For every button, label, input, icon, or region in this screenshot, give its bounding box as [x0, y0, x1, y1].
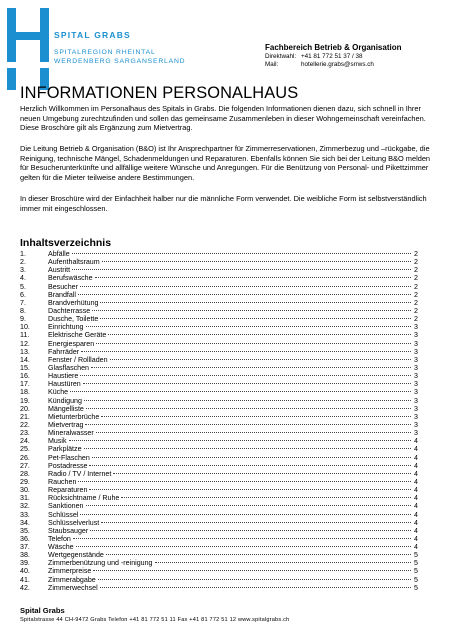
toc-entry-leader — [72, 269, 411, 270]
footer — [20, 606, 289, 624]
toc-entry[interactable] — [20, 535, 418, 543]
toc-entry-leader — [80, 514, 411, 515]
toc-entry-label: Berufswäsche — [48, 274, 93, 283]
toc-entry[interactable] — [20, 454, 418, 462]
intro-paragraph-2: Die Leitung Betrieb & Organisation (B&O) ist Ihr Ansprechpartner für Zimmerreservationen, Zimmerbezug und –rückgabe, die Reinigung, technische Mängel, Schadenmeldungen und Reparaturen. Ebenfalls können Sie sich bei der Leitung B&O melden für Besucherunterkünfte und allfällige weitere Wünsche und Anregungen. Für die Benützung von Personal- und Pikettzimmer gelten für die Mieter teilweise andere Bestimmungen. — [20, 144, 431, 182]
toc-entry-page: 3 — [414, 363, 418, 372]
toc-entry-label: Reparaturen — [48, 486, 88, 495]
toc-entry-page: 2 — [414, 274, 418, 283]
toc-entry[interactable] — [20, 429, 418, 437]
toc-entry-leader — [72, 253, 411, 254]
toc-entry-leader — [102, 261, 411, 262]
toc-entry[interactable] — [20, 519, 418, 527]
toc-entry-number: 17. — [20, 380, 30, 389]
toc-entry-label: Brandverhütung — [48, 298, 99, 307]
toc-entry-number: 23. — [20, 429, 30, 438]
toc-entry[interactable] — [20, 331, 418, 339]
footer-address: Spitalstrasse 44 CH-9472 Grabs Telefon +41 81 772 51 11 Fax +41 81 772 51 12 www.spitalgrabs.ch — [20, 617, 290, 623]
toc-entry-label: Rücksichtname / Ruhe — [48, 494, 120, 503]
toc-entry-number: 40. — [20, 567, 30, 576]
toc-entry-label: Rauchen — [48, 477, 77, 486]
toc-entry-label: Sanktionen — [48, 502, 84, 511]
toc-entry-number: 39. — [20, 559, 30, 568]
toc-entry-label: Glasflaschen — [48, 363, 90, 372]
toc-entry-number: 6. — [20, 290, 26, 299]
toc-entry-page: 3 — [414, 339, 418, 348]
toc-entry-label: Elektrische Geräte — [48, 331, 107, 340]
toc-entry-leader — [89, 465, 411, 466]
toc-entry-number: 31. — [20, 494, 30, 503]
toc-entry-number: 36. — [20, 534, 30, 543]
toc-entry[interactable] — [20, 494, 418, 502]
toc-entry-page: 4 — [414, 543, 418, 552]
toc-entry-leader — [80, 286, 411, 287]
toc-entry-number: 15. — [20, 363, 30, 372]
toc-entry-leader — [86, 326, 412, 327]
toc-entry-label: Wäsche — [48, 543, 74, 552]
mail-value: hotellerie.grabs@srrws.ch — [301, 61, 374, 68]
toc-entry-number: 35. — [20, 526, 30, 535]
toc-entry-number: 41. — [20, 575, 30, 584]
org-region: SPITALREGION RHEINTAL — [54, 49, 156, 56]
toc-entry-page: 3 — [414, 388, 418, 397]
toc-entry-page: 5 — [414, 567, 418, 576]
toc-entry[interactable] — [20, 511, 418, 519]
toc-entry-leader — [73, 538, 411, 539]
toc-entry-page: 3 — [414, 380, 418, 389]
toc-entry-label: Schlüssel — [48, 510, 79, 519]
toc-entry-label: Einrichtung — [48, 323, 84, 332]
toc-entry-leader — [92, 310, 411, 311]
toc-entry-label: Mineralwasser — [48, 429, 94, 438]
toc-entry-page: 4 — [414, 534, 418, 543]
toc-entry-page: 2 — [414, 306, 418, 315]
toc-entry-page: 4 — [414, 445, 418, 454]
toc-entry[interactable] — [20, 315, 418, 323]
toc-entry-page: 4 — [414, 477, 418, 486]
toc-entry-leader — [81, 351, 411, 352]
direct-dial-value: +41 81 772 51 37 / 38 — [301, 53, 363, 60]
toc-entry-leader — [100, 302, 411, 303]
toc-entry-label: Staubsauger — [48, 526, 89, 535]
toc-entry-leader — [98, 579, 411, 580]
toc-entry-number: 21. — [20, 412, 30, 421]
toc-entry-label: Telefon — [48, 534, 71, 543]
toc-entry-page: 2 — [414, 282, 418, 291]
toc-entry-number: 33. — [20, 510, 30, 519]
toc-entry-label: Dusche, Toilette — [48, 315, 99, 324]
toc-entry-leader — [78, 481, 411, 482]
department-title: Fachbereich Betrieb & Organisation — [265, 43, 402, 52]
toc-entry-label: Wertgegenstände — [48, 551, 104, 560]
toc-entry-number: 38. — [20, 551, 30, 560]
toc-entry[interactable] — [20, 348, 418, 356]
page-title: INFORMATIONEN PERSONALHAUS — [20, 84, 299, 102]
toc-entry-leader — [85, 424, 411, 425]
toc-entry-leader — [121, 497, 411, 498]
toc-entry[interactable] — [20, 364, 418, 372]
toc-entry-leader — [100, 587, 411, 588]
toc-entry-label: Dachterrasse — [48, 306, 91, 315]
toc-entry[interactable] — [20, 405, 418, 413]
toc-entry-label: Radio / TV / Internet — [48, 469, 112, 478]
toc-entry-label: Haustiere — [48, 372, 79, 381]
toc-entry[interactable] — [20, 397, 418, 405]
toc-entry-label: Pet-Flaschen — [48, 453, 90, 462]
toc-entry-number: 11. — [20, 331, 30, 340]
toc-entry[interactable] — [20, 266, 418, 274]
toc-entry-label: Postadresse — [48, 461, 88, 470]
toc-entry-leader — [96, 343, 411, 344]
toc-entry-page: 2 — [414, 298, 418, 307]
toc-entry[interactable] — [20, 283, 418, 291]
toc-entry-label: Zimmerwechsel — [48, 583, 98, 592]
toc-entry-page: 3 — [414, 372, 418, 381]
mail-label: Mail: — [265, 61, 279, 68]
toc-entry-number: 26. — [20, 453, 30, 462]
toc-entry-page: 3 — [414, 331, 418, 340]
toc-entry-page: 4 — [414, 510, 418, 519]
toc-entry-page: 2 — [414, 250, 418, 258]
toc-entry-number: 18. — [20, 388, 30, 397]
org-region-2: WERDENBERG SARGANSERLAND — [54, 57, 186, 65]
toc-entry-number: 8. — [20, 306, 26, 315]
toc-entry[interactable] — [20, 584, 418, 592]
toc-entry[interactable] — [20, 388, 418, 396]
toc-entry-page: 2 — [414, 290, 418, 299]
toc-entry[interactable] — [20, 559, 418, 567]
toc-entry-number: 19. — [20, 396, 30, 405]
direct-dial-label: Direktwahl: — [265, 53, 297, 60]
org-name: SPITAL GRABS — [54, 30, 131, 40]
toc-entry-page: 5 — [414, 575, 418, 584]
toc-entry[interactable] — [20, 307, 418, 315]
direct-dial-row — [265, 53, 401, 61]
toc-entry[interactable] — [20, 274, 418, 282]
toc-entry-page: 5 — [414, 583, 418, 592]
toc-entry[interactable] — [20, 527, 418, 535]
toc-entry-label: Zimmerbenützung und -reinigung — [48, 559, 153, 568]
toc-entry-number: 2. — [20, 258, 26, 267]
toc-entry-page: 4 — [414, 469, 418, 478]
toc-entry[interactable] — [20, 323, 418, 331]
toc-entry-page: 3 — [414, 355, 418, 364]
toc-entry-leader — [70, 391, 411, 392]
toc-entry-label: Schlüsselverlust — [48, 518, 100, 527]
toc-entry-number: 24. — [20, 437, 30, 446]
toc-entry-leader — [76, 546, 411, 547]
toc-entry-page: 3 — [414, 323, 418, 332]
toc-entry[interactable] — [20, 478, 418, 486]
toc-entry-leader — [86, 505, 412, 506]
toc-entry-number: 20. — [20, 404, 30, 413]
toc-entry[interactable] — [20, 413, 418, 421]
toc-entry-label: Aufenthaltsraum — [48, 258, 100, 267]
toc-entry-number: 37. — [20, 543, 30, 552]
hospital-logo — [7, 8, 49, 90]
toc-entry-label: Zimmerabgabe — [48, 575, 96, 584]
toc-entry-number: 34. — [20, 518, 30, 527]
toc-entry-label: Mietunterbrüche — [48, 412, 100, 421]
toc-entry-leader — [101, 416, 411, 417]
mail-row — [265, 61, 401, 69]
toc-entry-leader — [84, 400, 411, 401]
toc-entry[interactable] — [20, 372, 418, 380]
toc-entry[interactable] — [20, 543, 418, 551]
toc-entry-page: 4 — [414, 494, 418, 503]
toc-entry-leader — [91, 367, 411, 368]
toc-entry-leader — [100, 318, 411, 319]
toc-entry[interactable] — [20, 445, 418, 453]
toc-entry-label: Zimmerpreise — [48, 567, 92, 576]
toc-entry-page: 4 — [414, 461, 418, 470]
toc-entry-number: 13. — [20, 347, 30, 356]
toc-entry-leader — [93, 570, 411, 571]
toc-entry-number: 3. — [20, 266, 26, 275]
toc-entry-page: 2 — [414, 266, 418, 275]
toc-entry-label: Küche — [48, 388, 69, 397]
toc-entry[interactable] — [20, 291, 418, 299]
toc-entry-page: 3 — [414, 420, 418, 429]
toc-entry[interactable] — [20, 258, 418, 266]
toc-entry-label: Mängelliste — [48, 404, 84, 413]
toc-entry[interactable] — [20, 470, 418, 478]
toc-entry-number: 1. — [20, 250, 26, 258]
toc-entry-number: 22. — [20, 420, 30, 429]
toc-entry-number: 28. — [20, 469, 30, 478]
toc-entry-label: Energiesparen — [48, 339, 95, 348]
toc-entry-number: 16. — [20, 372, 30, 381]
toc-title: Inhaltsverzeichnis — [20, 237, 112, 249]
toc-entry-number: 10. — [20, 323, 30, 332]
toc-entry-label: Kündigung — [48, 396, 82, 405]
toc-entry-page: 4 — [414, 518, 418, 527]
toc-entry-label: Mietvertrag — [48, 420, 84, 429]
toc-entry-label: Brandfall — [48, 290, 76, 299]
toc-entry-page: 5 — [414, 551, 418, 560]
toc-entry-leader — [106, 554, 411, 555]
toc-entry[interactable] — [20, 462, 418, 470]
toc-entry-leader — [89, 489, 411, 490]
toc-entry-number: 27. — [20, 461, 30, 470]
toc-entry-label: Musik — [48, 437, 67, 446]
toc-entry-page: 3 — [414, 347, 418, 356]
toc-entry-page: 4 — [414, 502, 418, 511]
toc-entry-leader — [84, 448, 411, 449]
toc-entry-number: 30. — [20, 486, 30, 495]
toc-entry-leader — [86, 408, 411, 409]
toc-entry[interactable] — [20, 356, 418, 364]
toc-entry-page: 2 — [414, 315, 418, 324]
toc-entry-page: 3 — [414, 429, 418, 438]
toc-entry-label: Besucher — [48, 282, 78, 291]
toc-entry-number: 25. — [20, 445, 30, 454]
toc-entry-page: 3 — [414, 396, 418, 405]
footer-name: Spital Grabs — [20, 606, 65, 615]
toc-entry-leader — [155, 562, 412, 563]
toc-entry-leader — [83, 383, 411, 384]
toc-entry[interactable] — [20, 340, 418, 348]
toc-entry-label: Fenster / Rollladen — [48, 355, 108, 364]
toc-entry-leader — [80, 375, 411, 376]
toc-entry-leader — [113, 473, 411, 474]
toc-entry-leader — [92, 457, 411, 458]
org-block — [54, 30, 185, 66]
toc-entry-number: 14. — [20, 355, 30, 364]
toc-entry-leader — [96, 432, 411, 433]
toc-entry[interactable] — [20, 502, 418, 510]
toc-entry-page: 3 — [414, 404, 418, 413]
toc-entry-number: 9. — [20, 315, 26, 324]
intro-paragraph-1: Herzlich Willkommen im Personalhaus des Spitals in Grabs. Die folgenden Informationen dienen dazu, sich schnell in Ihrer neuen Umgebung zurechtzufinden und sollen das gemeinsame Zusammenleben in dieser Wohngemeinschaft vereinfachen. Diese Broschüre gilt als Ergänzung zum Mietvertrag. — [20, 104, 426, 133]
toc-entry-label: Fahrräder — [48, 347, 80, 356]
toc-entry[interactable] — [20, 551, 418, 559]
intro-paragraph-3: In dieser Broschüre wird der Einfachheit halber nur die männliche Form verwendet. Die weibliche Form ist selbstverständlich immer mit eingeschlossen. — [20, 194, 427, 213]
toc-entry-number: 32. — [20, 502, 30, 511]
toc-entry-page: 2 — [414, 258, 418, 267]
toc-entry-label: Abfälle — [48, 250, 70, 258]
toc-entry[interactable] — [20, 576, 418, 584]
toc-entry-leader — [110, 359, 411, 360]
toc-entry-page: 4 — [414, 453, 418, 462]
toc-entry[interactable] — [20, 250, 418, 258]
toc-entry-label: Haustüren — [48, 380, 81, 389]
toc-entry-number: 5. — [20, 282, 26, 291]
toc-entry-leader — [108, 334, 411, 335]
toc-entry[interactable] — [20, 567, 418, 575]
toc-entry-leader — [78, 294, 411, 295]
department-block — [265, 43, 401, 69]
toc-entry[interactable] — [20, 380, 418, 388]
toc-entry[interactable] — [20, 486, 418, 494]
toc-entry-number: 4. — [20, 274, 26, 283]
toc-entry-page: 3 — [414, 412, 418, 421]
toc-entry-leader — [101, 522, 411, 523]
toc-entry-page: 4 — [414, 526, 418, 535]
toc-entry[interactable] — [20, 299, 418, 307]
toc-entry-label: Austritt — [48, 266, 71, 275]
toc-entry-leader — [90, 530, 411, 531]
toc-entry-label: Parkplätze — [48, 445, 82, 454]
toc-entry-page: 4 — [414, 437, 418, 446]
toc-entry-number: 7. — [20, 298, 26, 307]
toc-entry-number: 12. — [20, 339, 30, 348]
toc-entry-leader — [69, 440, 411, 441]
toc-entry[interactable] — [20, 437, 418, 445]
toc-entry-leader — [95, 277, 411, 278]
toc-entry[interactable] — [20, 421, 418, 429]
table-of-contents — [20, 250, 418, 592]
toc-entry-page: 5 — [414, 559, 418, 568]
toc-entry-page: 4 — [414, 486, 418, 495]
toc-entry-number: 42. — [20, 583, 30, 592]
toc-entry-number: 29. — [20, 477, 30, 486]
